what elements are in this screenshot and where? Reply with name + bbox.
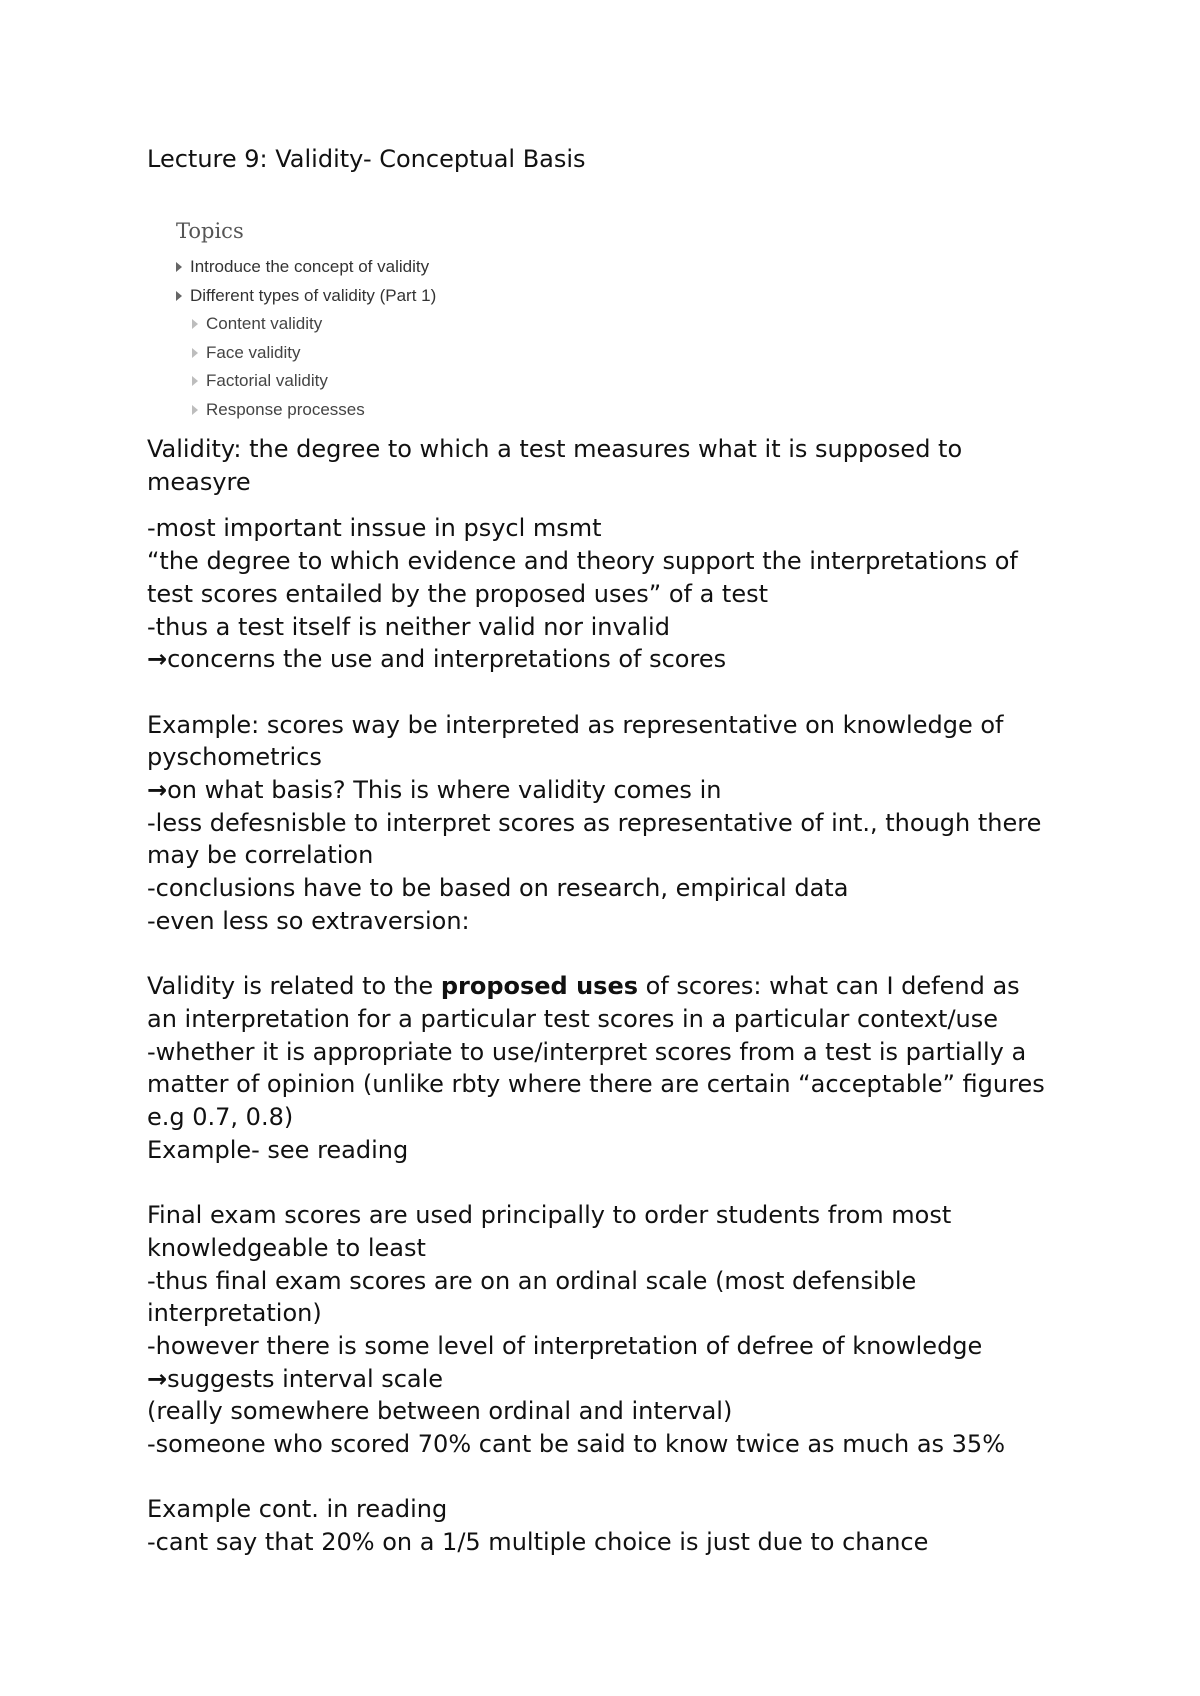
text-line: -thus a test itself is neither valid nor invalid (147, 612, 670, 641)
text-line: -someone who scored 70% cant be said to know twice as much as 35% (147, 1430, 1005, 1459)
bold-term: proposed uses (440, 972, 639, 1001)
text-line: -cant say that 20% on a 1/5 multiple choice is just due to chance (147, 1528, 929, 1557)
triangle-bullet-icon (192, 405, 198, 415)
arrow-line: →suggests interval scale (147, 1364, 444, 1393)
arrow-right-icon: → (147, 1364, 168, 1393)
text-line: Example cont. in reading (147, 1495, 448, 1524)
text-line: measyre (147, 467, 251, 496)
example-cont-paragraph (147, 1493, 1087, 1558)
text-line: Example: scores way be interpreted as representative on knowledge of (147, 710, 1004, 739)
text-line: -conclusions have to be based on research, empirical data (147, 874, 849, 903)
quote-line: test scores entailed by the proposed uses” of a test (147, 579, 769, 608)
quote-line: “the degree to which evidence and theory support the interpretations of (147, 547, 1018, 576)
text-line: Example- see reading (147, 1135, 409, 1164)
text-line: knowledgeable to least (147, 1233, 426, 1262)
text-line: -even less so extraversion: (147, 906, 470, 935)
text-line: Validity: the degree to which a test measures what it is supposed to (147, 435, 963, 463)
triangle-bullet-icon (192, 376, 198, 386)
topic-label: Content validity (206, 314, 323, 334)
triangle-bullet-icon (192, 319, 198, 329)
triangle-bullet-icon (176, 291, 182, 301)
final-exam-paragraph (147, 1199, 1087, 1461)
example-paragraph (147, 709, 1087, 938)
topic-label: Introduce the concept of validity (190, 257, 430, 277)
page-title: Lecture 9: Validity- Conceptual Basis (147, 145, 586, 173)
triangle-bullet-icon (192, 348, 198, 358)
issue-paragraph (147, 512, 1087, 676)
topics-heading: Topics (176, 219, 244, 243)
text-line: -however there is some level of interpretation of defree of knowledge (147, 1331, 983, 1360)
text-line: (really somewhere between ordinal and interval) (147, 1397, 733, 1426)
topic-subitem (170, 367, 436, 396)
text-line: matter of opinion (unlike rbty where there are certain “acceptable” figures (147, 1070, 1045, 1099)
text-line: -thus final exam scores are on an ordinal scale (most defensible (147, 1266, 917, 1295)
text-line: interpretation) (147, 1299, 322, 1328)
triangle-bullet-icon (176, 262, 182, 272)
proposed-uses-paragraph (147, 970, 1087, 1166)
topic-label: Different types of validity (Part 1) (190, 285, 437, 305)
arrow-line: →concerns the use and interpretations of scores (147, 645, 727, 674)
topic-label: Face validity (206, 342, 301, 362)
text-line: may be correlation (147, 841, 374, 870)
text-line: pyschometrics (147, 743, 322, 772)
topic-subitem (170, 339, 436, 368)
definition-paragraph (147, 433, 1087, 498)
topic-label: Response processes (206, 399, 365, 419)
arrow-right-icon: → (147, 776, 168, 805)
text-line: -less defesnisble to interpret scores as representative of int., though there (147, 808, 1042, 837)
topic-subitem (170, 310, 436, 339)
text-line: -whether it is appropriate to use/interpret scores from a test is partially a (147, 1037, 1027, 1066)
text-line: -most important inssue in psycl msmt (147, 514, 602, 543)
text-line: an interpretation for a particular test scores in a particular context/use (147, 1004, 999, 1033)
arrow-line: →on what basis? This is where validity comes in (147, 776, 722, 805)
topic-label: Factorial validity (206, 371, 328, 391)
topics-slide-snippet (170, 218, 436, 424)
arrow-right-icon: → (147, 645, 168, 674)
text-line: Final exam scores are used principally to order students from most (147, 1201, 952, 1230)
text-line: e.g 0.7, 0.8) (147, 1103, 294, 1132)
text-line: Validity is related to the proposed uses of scores: what can I defend as (147, 972, 1020, 1001)
topic-subitem (170, 396, 436, 425)
topic-item (170, 253, 436, 282)
document-body (147, 433, 1087, 1559)
topic-item (170, 282, 436, 311)
